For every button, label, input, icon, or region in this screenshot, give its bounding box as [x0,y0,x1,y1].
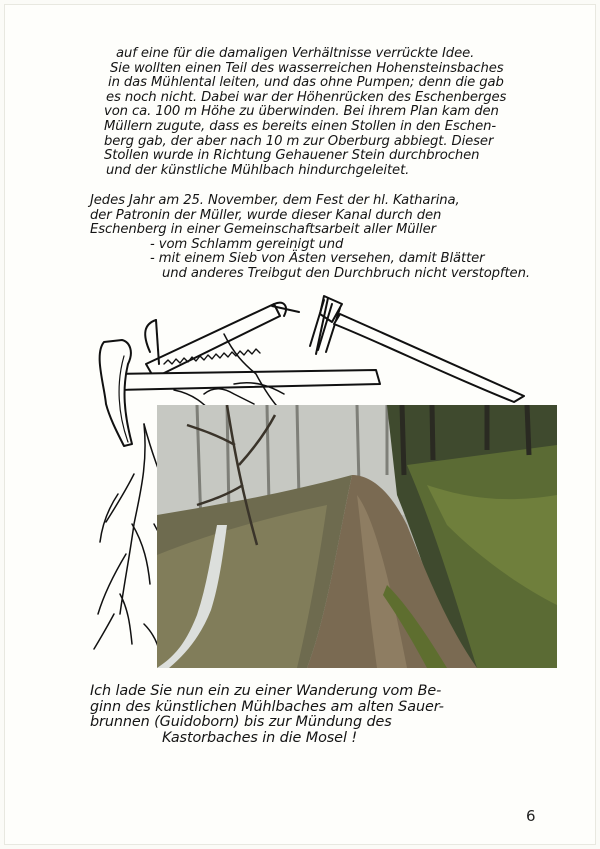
text-line: Kastorbaches in die Mosel ! [162,729,357,746]
forest-scene [157,405,557,668]
text-line: Müllern zugute, dass es bereits einen Stollen in den Eschen- [104,118,496,134]
text-line: Jedes Jahr am 25. November, dem Fest der hl. Katharina, [90,193,460,208]
saw-illustration [145,303,299,378]
invitation-paragraph [90,684,570,746]
intro-paragraph [104,46,586,178]
list-item: - vom Schlamm gereinigt und [150,236,344,252]
text-line: es noch nicht. Dabei war der Höhenrücken des Eschenberges [106,89,507,105]
text-line: der Patronin der Müller, wurde dieser Kanal durch den [90,207,442,223]
text-line: in das Mühlental leiten, und das ohne Pumpen; denn die gab [108,75,504,91]
text-line: von ca. 100 m Höhe zu überwinden. Bei ihrem Plan kam den [104,104,499,120]
text-line: und der künstliche Mühlbach hindurchgeleitet. [106,162,410,178]
text-line: auf eine für die damaligen Verhältnisse verrückte Idee. [116,46,475,61]
rake-illustration [310,296,524,402]
text-line: Eschenberg in einer Gemeinschaftsarbeit aller Müller [90,222,436,238]
list-item-continuation: und anderes Treibgut den Durchbruch nicht verstopften. [162,265,530,281]
text-line: Sie wollten einen Teil des wasserreichen Hohensteinsbaches [110,60,504,76]
text-line: Ich lade Sie nun ein zu einer Wanderung vom Be- [90,683,442,699]
text-line: brunnen (Guidoborn) bis zur Mündung des [90,714,392,731]
document-page [4,4,596,845]
text-line: berg gab, der aber nach 10 m zur Oberburg abbiegt. Dieser [104,133,494,149]
tradition-paragraph [90,194,590,282]
page-number: 6 [526,807,536,825]
text-line: Stollen wurde in Richtung Gehauener Stein durchbrochen [104,148,480,164]
list-item: - mit einem Sieb von Ästen versehen, damit Blätter [150,251,485,267]
text-line: ginn des künstlichen Mühlbaches am alten Sauer- [90,698,444,715]
forest-path-photo [157,405,557,668]
